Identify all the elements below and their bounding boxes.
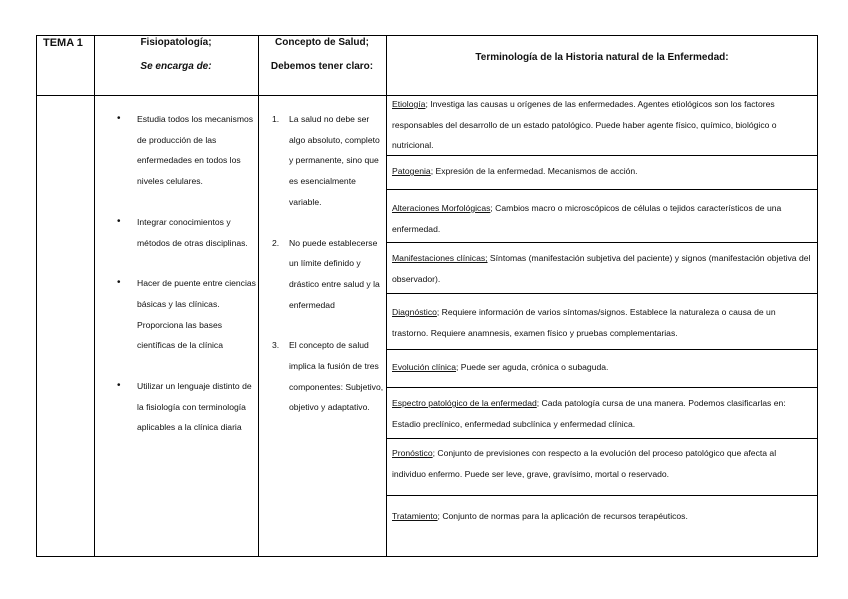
table-border-right [817,35,818,557]
list-item: • Utilizar un lenguaje distinto de la fisiología con terminología aplicables a la clínica diaria [117,376,257,438]
term-definition: ; Conjunto de previsiones con respecto a la evolución del proceso patológico que afecta al individuo enfermo. Puede ser leve, grave, gravísimo, mortal o reservado. [392,448,777,479]
salud-list [272,109,384,418]
term-row [392,393,812,434]
term-definition: ; Conjunto de normas para la aplicación de recursos terapéuticos. [437,511,688,521]
list-number: 3. [272,340,280,351]
row-separator [387,438,817,439]
term-row [392,161,812,182]
salud-heading [259,33,385,77]
term-title: Manifestaciones clínicas; [392,253,488,263]
row-separator [387,349,817,350]
col-divider-1 [94,35,95,557]
term-title: Alteraciones Morfológicas [392,203,491,213]
list-item [272,233,384,316]
list-number: 2. [272,237,280,248]
term-row [392,198,812,239]
fisiopatologia-subtitle: Se encarga de: [140,61,212,72]
term-definition: ; Cambios macro o microscópicos de células o tejidos característicos de una enfermedad. [392,203,782,234]
row-separator [387,293,817,294]
term-definition: ; Investiga las causas u orígenes de las enfermedades. Agentes etiológicos son los factores responsables del desarrollo de un estado patológico. Puede haber agente físico, químico, biológico o nutricional. [392,99,777,151]
row-separator [387,495,817,496]
term-title: Tratamiento [392,511,438,521]
fisiopatologia-title: Fisiopatología; [140,37,212,48]
terminologia-heading: Terminología de la Historia natural de la Enfermedad: [475,52,729,63]
list-item [272,109,384,213]
list-item [272,335,384,418]
row-separator [387,189,817,190]
term-title: Etiología [392,99,426,109]
salud-subtitle: Debemos tener claro: [270,61,374,72]
term-title: Evolución clínica [392,362,457,372]
term-title: Diagnóstico [392,307,437,317]
list-text: El concepto de salud implica la fusión de tres componentes: Subjetivo, objetivo y adaptativo. [289,340,384,413]
term-definition: ; Puede ser aguda, crónica o subaguda. [456,362,609,372]
term-definition: ; Cada patología cursa de una manera. Podemos clasificarlas en: Estadio preclínico, enfermedad subclínica y enfermedad clínica. [392,398,786,429]
fisiopatologia-list [117,109,257,438]
term-title: Patogenia [392,166,431,176]
row-separator [387,387,817,388]
term-definition: ; Requiere información de varios síntomas/signos. Establece la naturaleza o causa de un trastorno. Requiere anamnesis, examen físico y pruebas complementarias. [392,307,776,338]
term-row [392,506,812,527]
list-item: • Hacer de puente entre ciencias básicas y las clínicas. Proporciona las bases científicas de la clínica [117,273,257,356]
table-border-left [36,35,37,557]
table-border-bottom [36,556,818,557]
term-row [392,94,812,156]
col-divider-3 [386,35,387,557]
term-title: Espectro patológico de la enfermedad [392,398,537,408]
term-definition: Síntomas (manifestación subjetiva del paciente) y signos (manifestación objetiva del observador). [392,253,811,284]
list-text: No puede establecerse un límite definido y drástico entre salud y la enfermedad [289,237,380,310]
list-item: • Integrar conocimientos y métodos de otras disciplinas. [117,212,257,253]
fisiopatologia-heading [96,33,256,77]
list-item: • Estudia todos los mecanismos de producción de las enfermedades en todos los niveles celulares. [117,109,257,192]
term-row [392,357,812,378]
term-row [392,302,812,343]
tema-label: TEMA 1 [43,37,83,49]
list-text: La salud no debe ser algo absoluto, completo y permanente, sino que es esencialmente variable. [289,114,380,207]
term-row [392,248,812,289]
salud-title: Concepto de Salud; [275,37,369,48]
list-number: 1. [272,114,280,124]
term-definition: ; Expresión de la enfermedad. Mecanismos de acción. [430,166,638,176]
term-row [392,443,812,484]
term-title: Pronóstico [392,448,433,458]
col-divider-2 [258,35,259,557]
row-separator [387,242,817,243]
